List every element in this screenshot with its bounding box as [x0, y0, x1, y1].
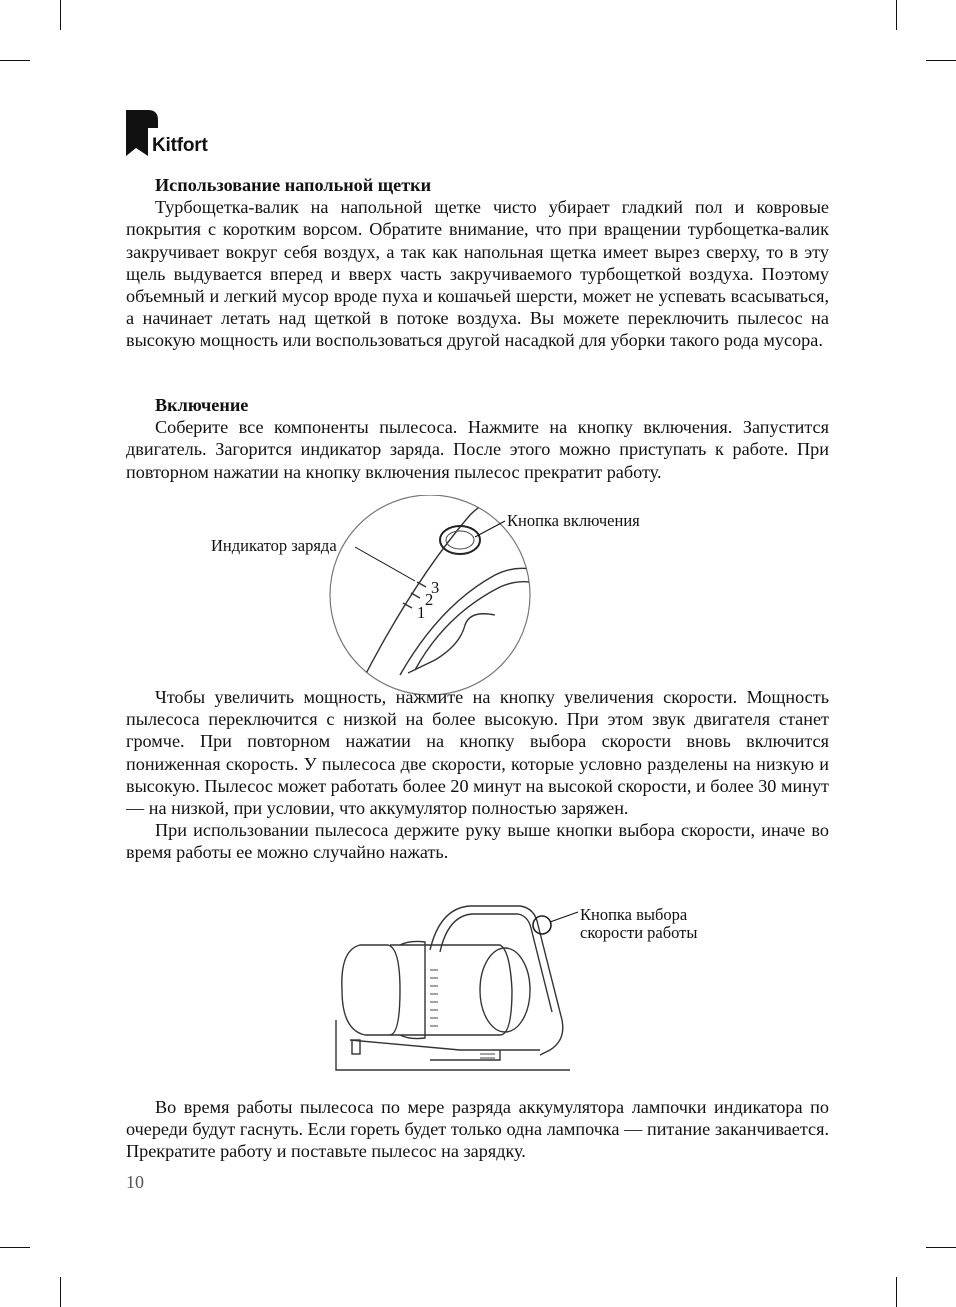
- section-heading: Включение: [155, 395, 249, 415]
- page-number: 10: [126, 1172, 144, 1192]
- crop-mark: [926, 1247, 956, 1248]
- paragraph: Во время работы пылесоса по мере разряда аккумулятора лампочки индикатора по очереди будут гаснуть. Если гореть будет только одна лампочка — питание заканчивается. Прекратите работу и поставьте пылесос на зарядку.: [126, 1097, 829, 1162]
- speed-button-label-line2: скорости работы: [580, 923, 698, 942]
- crop-mark: [60, 1277, 61, 1307]
- battery-section: [126, 1096, 829, 1163]
- crop-mark: [896, 0, 897, 30]
- level-2-label: 2: [425, 590, 434, 609]
- paragraph: Соберите все компоненты пылесоса. Нажмите на кнопку включения. Запустится двигатель. Загорится индикатор заряда. После этого можно приступать к работе. При повторном нажатии на кнопку включения пылесос прекратит работу.: [126, 417, 829, 482]
- crop-mark: [0, 1247, 30, 1248]
- power-on-section: [126, 394, 829, 483]
- floor-brush-section: [126, 174, 829, 352]
- paragraph: Чтобы увеличить мощность, нажмите на кнопку увеличения скорости. Мощность пылесоса переключится с низкой на более высокую. При этом звук двигателя станет громче. При повторном нажатии на кнопку выбора скорости вновь включится пониженная скорость. У пылесоса две скорости, которые условно разделены на низкую и высокую. Пылесос может работать более 20 минут на высокой скорости, и более 30 минут — на низкой, при условии, что аккумулятор полностью заряжен.: [126, 687, 829, 819]
- section-heading: Использование напольной щетки: [155, 175, 432, 195]
- crop-mark: [896, 1277, 897, 1307]
- crop-mark: [60, 0, 61, 30]
- brand-name: Kitfort: [152, 135, 208, 156]
- level-3-label: 3: [431, 578, 440, 597]
- crop-mark: [926, 60, 956, 61]
- crop-mark: [0, 60, 30, 61]
- paragraph: При использовании пылесоса держите руку выше кнопки выбора скорости, иначе во время работы ее можно случайно нажать.: [126, 820, 829, 863]
- power-button-label: Кнопка включения: [507, 511, 640, 530]
- speed-button-label-line1: Кнопка выбора: [580, 905, 688, 924]
- indicator-label: Индикатор заряда: [211, 536, 337, 555]
- speed-section: [126, 686, 829, 864]
- speed-button-diagram: [330, 900, 580, 1080]
- paragraph: Турбощетка-валик на напольной щетке чисто убирает гладкий пол и ковровые покрытия с коротким ворсом. Обратите внимание, что при вращении турбощетка-валик закручивает вокруг себя воздух, а так как напольная щетка имеет вырез сверху, то в эту щель выдувается вперед и вверх часть закручиваемого турбощеткой воздуха. Поэтому объемный и легкий мусор вроде пуха и кошачьей шерсти, может не успевать всасываться, а начинает летать над щеткой в потоке воздуха. Вы можете переключить пылесос на высокую мощность или воспользоваться другой насадкой для уборки такого рода мусора.: [126, 197, 829, 351]
- level-1-label-visible: 1: [417, 603, 426, 622]
